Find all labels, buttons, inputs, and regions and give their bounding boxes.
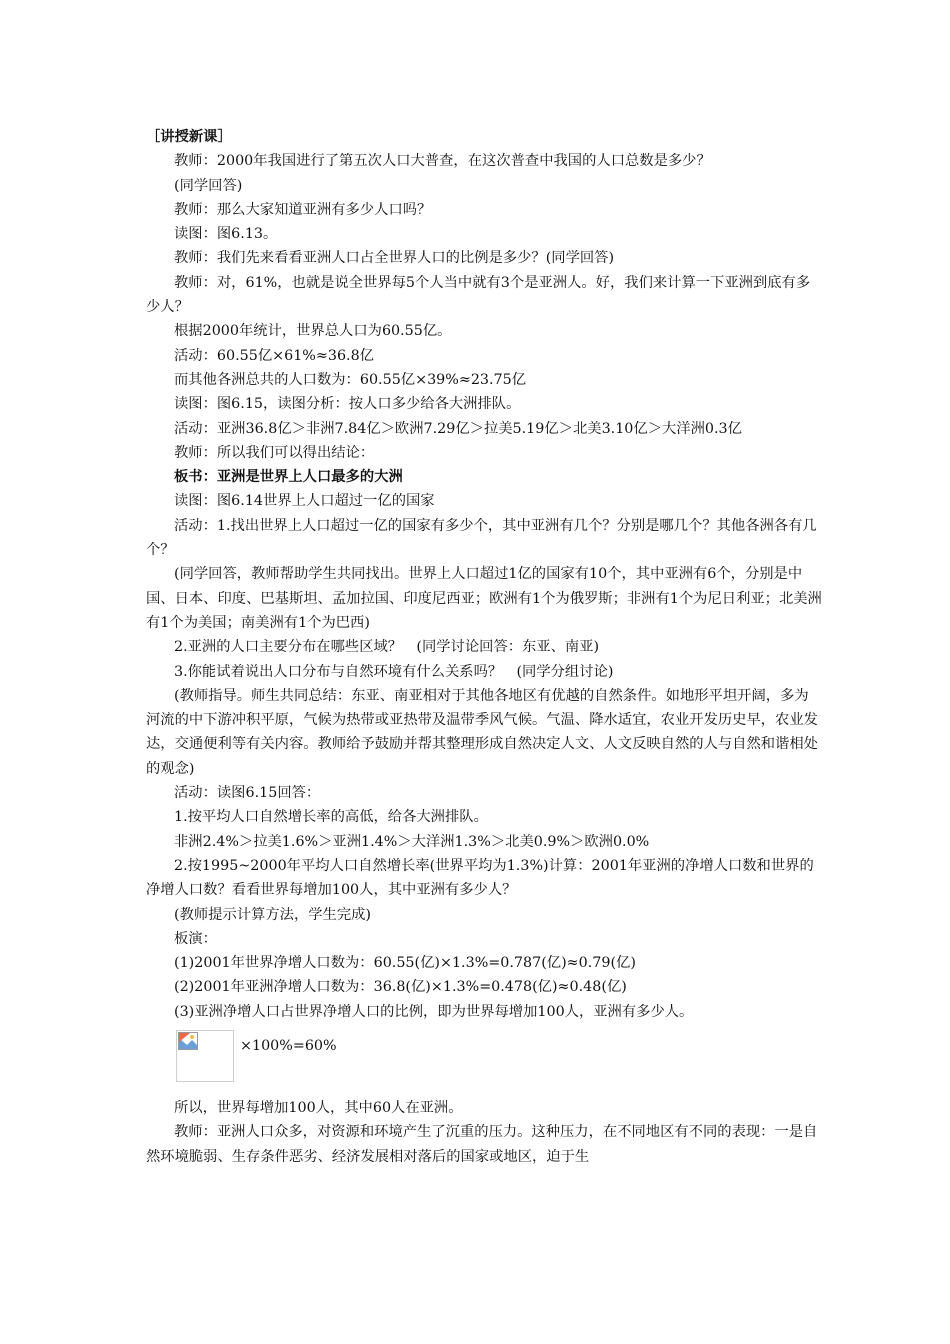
paragraph: 根据2000年统计，世界总人口为60.55亿。 xyxy=(174,323,452,340)
section-heading: ［讲授新课］ xyxy=(146,129,232,145)
ranking-line: 非洲2.4%＞拉美1.6%＞亚洲1.4%＞大洋洲1.3%＞北美0.9%＞欧洲0.0% xyxy=(174,833,650,850)
paragraph: (1)2001年世界净增人口数为：60.55(亿)×1.3%=0.787(亿)≈0.79(亿) xyxy=(174,955,636,972)
paragraph: 2.亚洲的人口主要分布在哪些区域？ (同学讨论回答：东亚、南亚) xyxy=(174,639,600,656)
paragraph: 教师：那么大家知道亚洲有多少人口吗？ xyxy=(174,201,432,218)
broken-image-icon xyxy=(176,1030,234,1082)
board-text: 板书：亚洲是世界上人口最多的大洲 xyxy=(174,469,403,486)
paragraph: 活动：亚洲36.8亿＞非洲7.84亿＞欧洲7.29亿＞拉美5.19亿＞北美3.10亿＞大洋洲0.3亿 xyxy=(174,420,742,437)
paragraph: (教师提示计算方法，学生完成) xyxy=(174,906,372,923)
paragraph: 2.按1995~2000年平均人口自然增长率(世界平均为1.3%)计算：2001年亚洲的净增人口数和世界的净增人口数？看看世界每增加100人，其中亚洲有多少人？ xyxy=(146,857,814,899)
paragraph: (同学回答) xyxy=(174,177,243,194)
paragraph: 读图：图6.13。 xyxy=(174,226,278,243)
paragraph: 教师：亚洲人口众多，对资源和环境产生了沉重的压力。这种压力，在不同地区有不同的表现：一是自然环境脆弱、生存条件恶劣、经济发展相对落后的国家或地区，迫于生 xyxy=(146,1124,818,1165)
paragraph: (同学回答，教师帮助学生共同找出。世界上人口超过1亿的国家有10个，其中亚洲有6个，分别是中国、日本、印度、巴基斯坦、孟加拉国、印度尼西亚；欧洲有1个为俄罗斯；非洲有1个为尼日利亚；北美洲有1个为美国；南美洲有1个为巴西) xyxy=(146,566,822,631)
paragraph: 所以，世界每增加100人，其中60人在亚洲。 xyxy=(174,1099,463,1116)
formula xyxy=(176,1030,822,1086)
paragraph: 3.你能试着说出人口分布与自然环境有什么关系吗？ (同学分组讨论) xyxy=(174,663,614,680)
paragraph: 教师：对，61%，也就是说全世界每5个人当中就有3个是亚洲人。好，我们来计算一下亚洲到底有多少人？ xyxy=(146,274,811,316)
paragraph: 而其他各洲总共的人口数为：60.55亿×39%≈23.75亿 xyxy=(174,371,527,388)
paragraph: 读图：图6.14世界上人口超过一亿的国家 xyxy=(174,493,435,510)
paragraph: 板演： xyxy=(174,930,217,947)
paragraph: 活动：1.找出世界上人口超过一亿的国家有多少个，其中亚洲有几个？分别是哪几个？其他各洲各有几个？ xyxy=(146,517,817,559)
paragraph: (3)亚洲净增人口占世界净增人口的比例，即为世界每增加100人，亚洲有多少人。 xyxy=(174,1003,694,1020)
paragraph: (教师指导。师生共同总结：东亚、南亚相对于其他各地区有优越的自然条件。如地形平坦开阔，多为河流的中下游冲积平原，气候为热带或亚热带及温带季风气候。气温、降水适宜，农业开发历史早，农业发达，交通便利等有关内容。教师给予鼓励并帮其整理形成自然决定人文、人文反映自然的人与自然和谐相处的观念) xyxy=(146,687,818,777)
paragraph: 读图：图6.15，读图分析：按人口多少给各大洲排队。 xyxy=(174,396,521,413)
paragraph: 1.按平均人口自然增长率的高低，给各大洲排队。 xyxy=(174,809,488,826)
paragraph: 活动：60.55亿×61%≈36.8亿 xyxy=(174,347,374,364)
paragraph: 教师：我们先来看看亚洲人口占全世界人口的比例是多少？(同学回答) xyxy=(174,250,615,267)
paragraph: (2)2001年亚洲净增人口数为：36.8(亿)×1.3%=0.478(亿)≈0.48(亿) xyxy=(174,979,627,996)
paragraph: 教师：所以我们可以得出结论： xyxy=(174,444,375,461)
formula-text: ×100%=60% xyxy=(240,1037,337,1054)
document-body xyxy=(146,125,822,1169)
paragraph: 活动：读图6.15回答： xyxy=(174,785,321,802)
paragraph: 教师：2000年我国进行了第五次人口大普查，在这次普查中我国的人口总数是多少？ xyxy=(174,153,711,170)
